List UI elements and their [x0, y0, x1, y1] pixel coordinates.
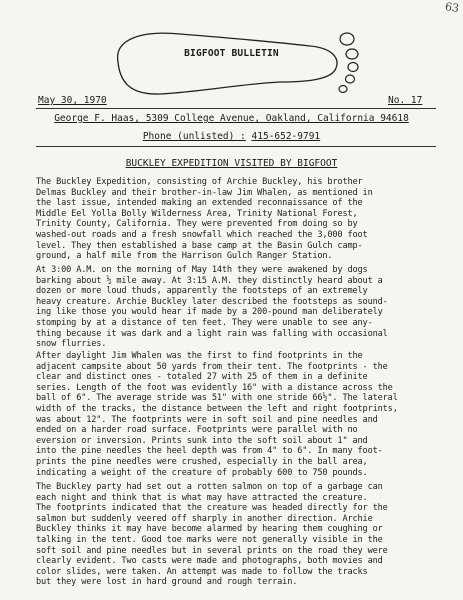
article-paragraph-3: After daylight Jim Whalen was the first to find footprints in the adjacent campsite about 50 yards from their tent. The footprints - the clear and distinct ones - totaled 27 with 25 of them in a definite series. Length of the foot was evidently 16" with a distance across the ball of 6". The average stride was 51" with one stride 66½". The lateral width of the tracks, the distance between the left and right footprints, was about 12". The footprints were in soft soil and pine needles and ended on a harder road surface. Footprints were parallel with no eversion or inversion. Prints sunk into the soft soil about 1" and into the pine needles the heel depth was from 4" to 6". In many foot- prints the pine needles were crushed, especially in the ball area, indicating a weight of the creature of probably 600 to 750 pounds. [36, 351, 398, 478]
footprint-toe-3 [348, 63, 358, 72]
footprint-toe-1 [340, 33, 354, 45]
handwritten-corner-number: 63 [444, 0, 460, 15]
editor-phone [0, 131, 463, 142]
footprint-outline [118, 33, 337, 94]
issue-date: May 30, 1970 [38, 95, 107, 106]
footprint-toe-5 [339, 86, 347, 93]
header-rule-top [36, 108, 436, 109]
issue-number: No. 17 [388, 95, 423, 106]
masthead-title: BIGFOOT BULLETIN [184, 48, 279, 59]
phone-label: Phone (unlisted) : [142, 131, 246, 142]
editor-address [0, 113, 463, 124]
article-paragraph-1: The Buckley Expedition, consisting of Archie Buckley, his brother Delmas Buckley and their brother-in-law Jim Whalen, as mentioned in the last issue, intended making an extended reconnaissance of the Middle Eel Yolla Bolly Wilderness Area, Trinity National Forest, Trinity County, California. They were prevented from doing so by washed-out roads and a fresh snowfall which reached the 3,000 foot level. They then established a base camp at the Basin Gulch camp- ground, a half mile from the Harrison Gulch Ranger Station. [36, 177, 373, 262]
editor-address-text: George F. Haas, 5309 College Avenue, Oakland, California 94618 [54, 113, 409, 124]
footprint-logo [100, 22, 368, 104]
article-paragraph-4: The Buckley party had set out a rotten salmon on top of a garbage can each night and think that is what may have attracted the creature. The footprints indicated that the creature was headed directly for the salmon but suddenly veered off sharply in another direction. Archie Buckley thinks it may have become alarmed by hearing them coughing or talking in the tent. Good toe marks were not generally visible in the soft soil and pine needles but in several prints on the road they were clearly evident. Two casts were made and photographs, both movies and color slides, were taken. An attempt was made to follow the tracks but they were lost in hard ground and rough terrain. [36, 482, 388, 588]
footprint-toe-4 [346, 75, 355, 83]
header-rule-bottom [36, 146, 436, 147]
article-headline: BUCKLEY EXPEDITION VISITED BY BIGFOOT [125, 158, 338, 169]
article-paragraph-2: At 3:00 A.M. on the morning of May 14th they were awakened by dogs barking about ½ mile away. At 3:15 A.M. they distinctly heard about a dozen or more loud thuds, apparently the footsteps of an extremely heavy creature. Archie Buckley later described the footsteps as sound- ing like those you would hear if made by a 200-pound man deliberately stomping by at a distance of ten feet. They were unable to see any- thing because it was dark and a light rain was falling with occasional snow flurries. [36, 265, 388, 350]
phone-number: 415-652-9791 [251, 131, 321, 142]
